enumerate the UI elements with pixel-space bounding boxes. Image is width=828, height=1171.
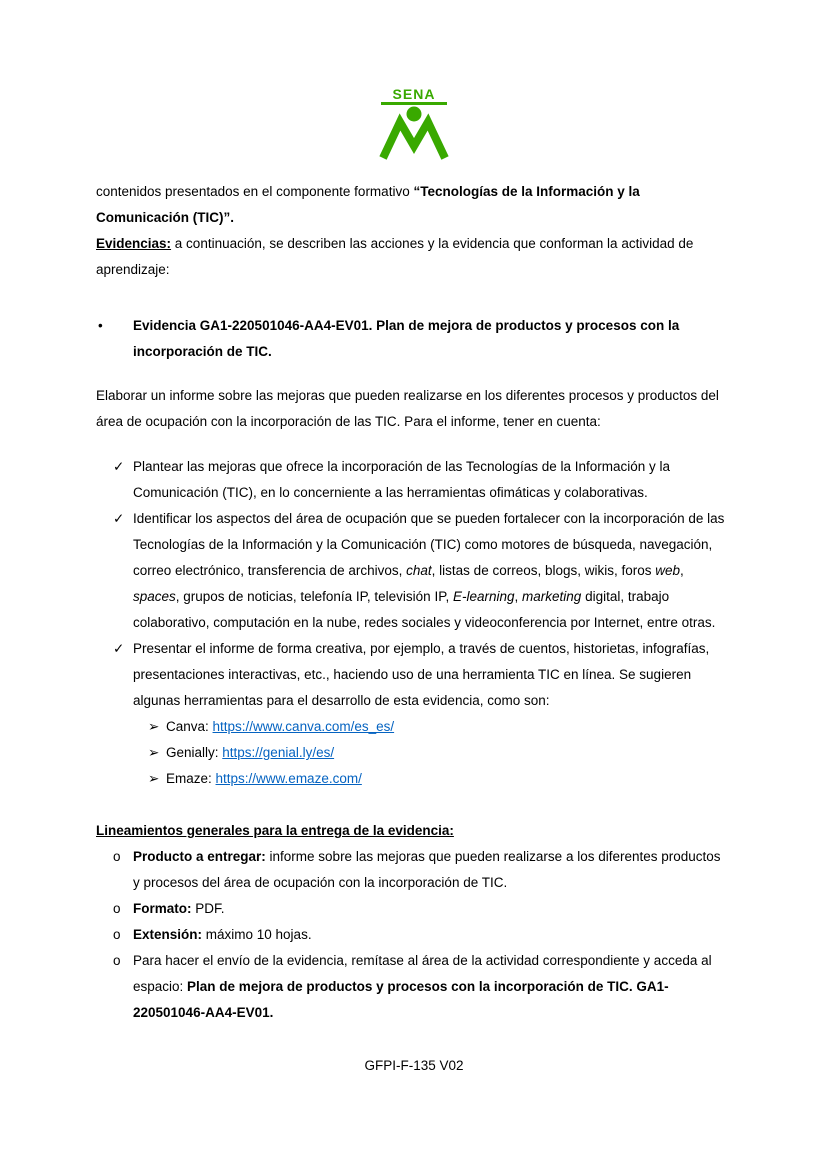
- paragraph-elaborar: [96, 383, 731, 435]
- text-run: Identificar los aspectos del área de ocupación que se pueden fortalecer con la incorporación de las Tecnologías de la Información y la Comunicación (TIC) como motores de búsqueda, navegación, correo electrónico, transferencia de archivos,: [133, 511, 725, 578]
- tool-label: Genially:: [166, 745, 223, 760]
- text-run: digital, trabajo colaborativo, computación en la nube, redes sociales y videoconferencia por Internet, entre otras.: [133, 589, 716, 630]
- text-run: Formato:: [133, 901, 192, 916]
- logo-area: [0, 0, 828, 169]
- check-item-text: [133, 506, 731, 636]
- arrow-bullet-icon: ➢: [148, 745, 160, 760]
- bullet-icon: •: [98, 318, 103, 333]
- evidence-title-text: [133, 313, 731, 365]
- tool-item-canva: [96, 714, 731, 740]
- check-item-text: [133, 636, 731, 714]
- document-body: [96, 179, 731, 1026]
- tool-item-genially: [96, 740, 731, 766]
- emaze-link[interactable]: https://www.emaze.com/: [215, 771, 362, 786]
- text-run: , listas de correos, blogs, wikis, foros: [431, 563, 656, 578]
- text-run: a continuación, se describen las acciones y la evidencia que conforman la actividad de aprendizaje:: [96, 236, 694, 277]
- check-item-3: [96, 636, 731, 714]
- circle-bullet-icon: o: [113, 953, 121, 968]
- text-run: chat: [406, 563, 432, 578]
- text-run: Elaborar un informe sobre las mejoras que pueden realizarse en los diferentes procesos y productos del área de ocupación con la incorporación de las TIC. Para el informe, tener en cuenta:: [96, 388, 719, 429]
- genially-link[interactable]: https://genial.ly/es/: [222, 745, 335, 760]
- sena-logo-icon: [378, 86, 450, 160]
- check-item-text: [133, 454, 731, 506]
- text-run: contenidos presentados en el componente formativo: [96, 184, 414, 199]
- text-run: Plan de mejora de productos y procesos con la incorporación de TIC. GA1-220501046-AA4-EV01.: [133, 979, 669, 1020]
- lineamiento-item-producto: [96, 844, 731, 896]
- text-run: E-learning: [452, 589, 515, 604]
- text-run: Plantear las mejoras que ofrece la incorporación de las Tecnologías de la Información y la Comunicación (TIC), en lo concerniente a las herramientas ofimáticas y colaborativas.: [133, 459, 671, 500]
- lineamientos-title: [96, 818, 731, 844]
- text-run: máximo 10 hojas.: [202, 927, 312, 942]
- evidence-title-item: [96, 313, 731, 365]
- circle-bullet-icon: o: [113, 849, 121, 864]
- text-run: Evidencia GA1-220501046-AA4-EV01. Plan de mejora de productos y procesos con la incorporación de TIC.: [133, 318, 680, 359]
- canva-link[interactable]: https://www.canva.com/es_es/: [212, 719, 395, 734]
- text-run: Producto a entregar:: [133, 849, 266, 864]
- text-run: web: [655, 563, 681, 578]
- text-run: Extensión:: [133, 927, 203, 942]
- text-run: , grupos de noticias, telefonía IP, televisión IP,: [175, 589, 453, 604]
- text-run: “Tecnologías de la Información y la Comunicación (TIC)”.: [96, 184, 640, 225]
- check-icon: ✓: [113, 459, 125, 474]
- tool-label: Emaze:: [166, 771, 216, 786]
- paragraph-evidencias: [96, 231, 731, 283]
- lineamiento-text: [133, 844, 731, 896]
- text-run: informe sobre las mejoras que pueden realizarse a los diferentes productos y procesos del área de ocupación con la incorporación de TIC.: [133, 849, 721, 890]
- circle-bullet-icon: o: [113, 901, 121, 916]
- lineamientos-list: [96, 844, 731, 1026]
- paragraph-intro: [96, 179, 731, 231]
- text-run: Para hacer el envío de la evidencia, remítase al área de la actividad correspondiente y acceda al espacio:: [133, 953, 712, 994]
- tool-item-emaze: [96, 766, 731, 792]
- checklist: [96, 454, 731, 792]
- text-run: PDF.: [191, 901, 225, 916]
- tool-label: Canva:: [166, 719, 213, 734]
- text-run: Lineamientos generales para la entrega de la evidencia:: [96, 823, 454, 838]
- lineamiento-item-formato: [96, 896, 731, 922]
- check-item-2: [96, 506, 731, 636]
- arrow-bullet-icon: ➢: [148, 771, 160, 786]
- check-item-1: [96, 454, 731, 506]
- text-run: marketing: [522, 589, 582, 604]
- text-run: spaces: [133, 589, 176, 604]
- sena-logo-text: SENA: [392, 86, 436, 102]
- text-run: Evidencias:: [96, 236, 172, 251]
- lineamiento-item-envio: [96, 948, 731, 1026]
- check-icon: ✓: [113, 511, 125, 526]
- text-run: Presentar el informe de forma creativa, por ejemplo, a través de cuentos, historietas, infografías, presentaciones interactivas, etc., haciendo uso de una herramienta TIC en línea. Se sugieren algunas herramientas para el desarrollo de esta evidencia, como son:: [133, 641, 710, 708]
- text-run: ,: [514, 589, 523, 604]
- circle-bullet-icon: o: [113, 927, 121, 942]
- arrow-bullet-icon: ➢: [148, 719, 160, 734]
- text-run: ,: [680, 563, 684, 578]
- lineamiento-text: [133, 948, 731, 1026]
- lineamiento-text: [133, 922, 731, 948]
- check-icon: ✓: [113, 641, 125, 656]
- lineamiento-item-extension: [96, 922, 731, 948]
- page-footer: GFPI-F-135 V02: [364, 1058, 464, 1073]
- lineamiento-text: [133, 896, 731, 922]
